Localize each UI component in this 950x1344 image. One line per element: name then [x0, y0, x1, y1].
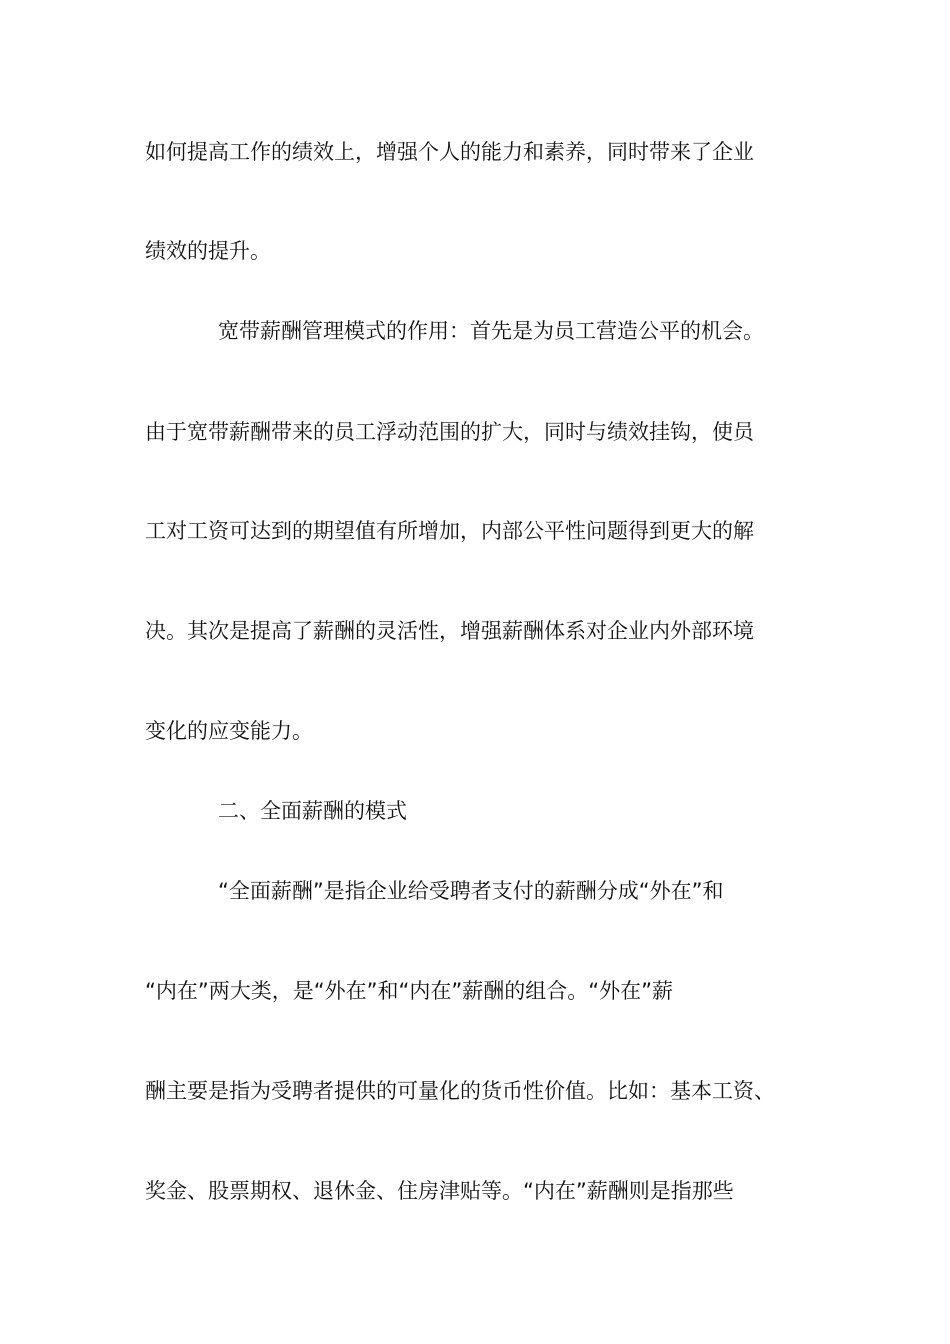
paragraph-line: 如何提高工作的绩效上，增强个人的能力和素养，同时带来了企业 [145, 140, 754, 164]
paragraph-line: 工对工资可达到的期望值有所增加，内部公平性问题得到更大的解 [145, 519, 754, 543]
section-heading: 二、全面薪酬的模式 [218, 799, 407, 823]
paragraph-line: 宽带薪酬管理模式的作用：首先是为员工营造公平的机会。 [218, 319, 764, 343]
paragraph-line: 由于宽带薪酬带来的员工浮动范围的扩大，同时与绩效挂钩，使员 [145, 420, 754, 444]
paragraph-line: 变化的应变能力。 [145, 719, 313, 743]
paragraph-line: 绩效的提升。 [145, 239, 271, 263]
paragraph-line: “内在”两大类，是“外在”和“内在”薪酬的组合。“外在”薪 [145, 979, 674, 1003]
paragraph-line: “全面薪酬”是指企业给受聘者支付的薪酬分成“外在”和 [218, 879, 724, 903]
paragraph-line: 决。其次是提高了薪酬的灵活性，增强薪酬体系对企业内外部环境 [145, 619, 754, 643]
paragraph-line: 奖金、股票期权、退休金、住房津贴等。“内在”薪酬则是指那些 [145, 1179, 734, 1203]
paragraph-line: 酬主要是指为受聘者提供的可量化的货币性价值。比如：基本工资、 [145, 1079, 775, 1103]
